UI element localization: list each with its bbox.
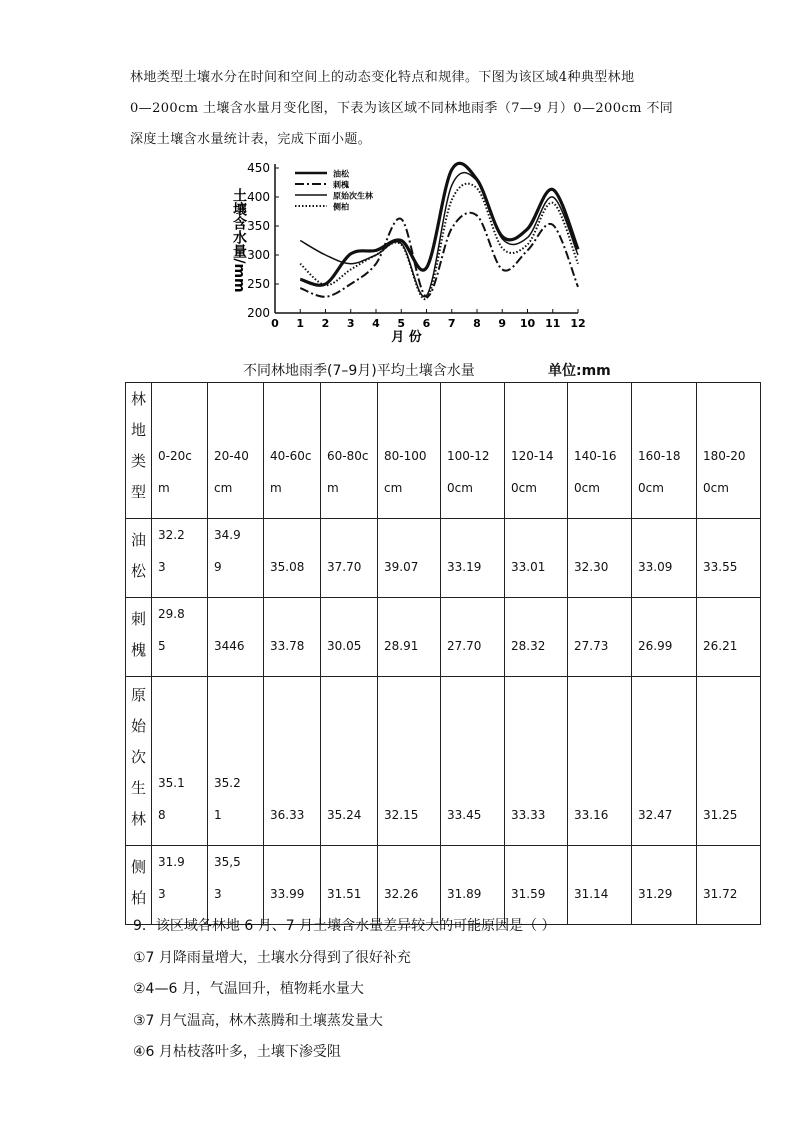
table-cell-text: 27.73 [574, 639, 609, 653]
table-cell-text: 33.45 [447, 808, 482, 822]
table-cell-text: 60-80cm [327, 449, 369, 495]
question-option: ③7 月气温高，林木蒸腾和土壤蒸发量大 [133, 1012, 383, 1029]
table-cell-text: 26.99 [638, 639, 673, 653]
table-cell-text: 34.99 [214, 528, 241, 574]
x-tick-label: 8 [473, 317, 481, 330]
table-cell [568, 519, 632, 598]
table-cell [697, 383, 761, 519]
table-cell [505, 598, 568, 677]
table-row [126, 598, 761, 677]
table-cell [441, 598, 505, 677]
table-cell [697, 519, 761, 598]
table-cell-text: 33.33 [511, 808, 546, 822]
x-tick-label: 9 [498, 317, 507, 330]
table-cell [568, 383, 632, 519]
table-cell [264, 519, 321, 598]
y-tick-label: 300 [247, 248, 270, 262]
table-cell-text: 100-120cm [447, 449, 490, 495]
table-cell [441, 383, 505, 519]
table-cell-text: 3446 [214, 639, 245, 653]
table-cell-text: 33.78 [270, 639, 305, 653]
table-cell-text: 侧柏 [130, 858, 146, 907]
table-cell-text: 35.24 [327, 808, 362, 822]
legend-label: 原始次生林 [333, 191, 373, 201]
question-option: ②4—6 月，气温回升，植物耗水量大 [133, 981, 364, 997]
x-tick-label: 3 [346, 317, 355, 330]
table-cell-text: 林地类型 [130, 390, 146, 501]
table-cell-text: 80-100cm [384, 449, 427, 495]
table-cell [152, 383, 208, 519]
table-cell [632, 383, 697, 519]
table-cell [321, 383, 378, 519]
x-tick-label: 4 [372, 317, 380, 330]
table-cell-text: 20-40cm [214, 449, 249, 495]
table-row [126, 519, 761, 598]
table-cell-text: 26.21 [703, 639, 738, 653]
table-cell [632, 677, 697, 846]
table-cell [321, 519, 378, 598]
soil-moisture-table [125, 382, 761, 925]
x-tick-label: 5 [397, 317, 406, 330]
table-cell-text: 35.21 [214, 776, 241, 822]
table-cell [505, 519, 568, 598]
table-cell [441, 677, 505, 846]
table-unit: 单位:mm [548, 363, 611, 379]
table-cell-text: 刺槐 [130, 610, 146, 659]
table-cell-text: 原始次生林 [130, 686, 146, 828]
table-cell [378, 677, 441, 846]
intro-line: 0—200cm 土壤含水量月变化图，下表为该区域不同林地雨季（7—9 月）0—200cm 不同 [130, 101, 674, 116]
table-cell-text: 33.01 [511, 560, 546, 574]
soil-moisture-line-chart [225, 158, 595, 350]
intro-line: 林地类型土壤水分在时间和空间上的动态变化特点和规律。下图为该区域4种典型林地 [130, 70, 635, 85]
table-cell [568, 846, 632, 925]
table-cell [208, 677, 264, 846]
table-cell-text: 31.72 [703, 887, 738, 901]
x-tick-label: 1 [296, 317, 305, 330]
y-tick-label: 400 [247, 190, 270, 204]
table-cell [152, 598, 208, 677]
table-title: 不同林地雨季(7–9月)平均土壤含水量 [243, 363, 475, 379]
legend-label: 侧柏 [333, 202, 349, 212]
x-tick-label: 10 [519, 317, 536, 330]
table-cell-text: 28.32 [511, 639, 546, 653]
table-cell-text: 31.89 [447, 887, 482, 901]
table-cell [126, 677, 152, 846]
table-cell [126, 383, 152, 519]
table-cell-text: 37.70 [327, 560, 362, 574]
table-cell [126, 598, 152, 677]
x-tick-label: 7 [447, 317, 456, 330]
table-cell [568, 598, 632, 677]
table-cell-text: 40-60cm [270, 449, 312, 495]
table-cell-text: 39.07 [384, 560, 419, 574]
x-tick-label: 0 [271, 317, 279, 330]
table-cell-text: 30.05 [327, 639, 362, 653]
legend-label: 刺槐 [333, 180, 349, 190]
y-tick-label: 450 [247, 161, 270, 175]
x-tick-label: 11 [545, 317, 561, 330]
table-cell-text: 31.25 [703, 808, 738, 822]
table-cell [505, 383, 568, 519]
table-cell-text: 35.08 [270, 560, 305, 574]
x-tick-label: 2 [321, 317, 330, 330]
table-cell [505, 677, 568, 846]
table-cell-text: 33.99 [270, 887, 305, 901]
table-cell-text: 35.18 [158, 776, 185, 822]
y-tick-label: 250 [247, 277, 270, 291]
table-cell-text: 32.30 [574, 560, 609, 574]
intro-line: 深度土壤含水量统计表，完成下面小题。 [130, 132, 372, 147]
table-cell [697, 677, 761, 846]
table-cell-text: 35,53 [214, 855, 241, 901]
table-cell [126, 519, 152, 598]
table-header-row [126, 383, 761, 519]
table-cell-text: 32.15 [384, 808, 419, 822]
table-cell-text: 120-140cm [511, 449, 554, 495]
table-cell-text: 31.14 [574, 887, 609, 901]
table-cell [208, 383, 264, 519]
table-cell-text: 36.33 [270, 808, 305, 822]
table-cell [632, 519, 697, 598]
table-cell-text: 160-180cm [638, 449, 681, 495]
legend-label: 油松 [333, 169, 349, 179]
x-axis-label: 月 份 [391, 330, 422, 345]
table-cell [321, 598, 378, 677]
table-cell [208, 519, 264, 598]
table-cell [632, 598, 697, 677]
table-cell-text: 33.09 [638, 560, 673, 574]
table-cell [378, 598, 441, 677]
y-tick-label: 350 [247, 219, 270, 233]
y-tick-label: 200 [247, 306, 270, 320]
table-cell-text: 28.91 [384, 639, 419, 653]
table-cell-text: 31.29 [638, 887, 673, 901]
x-tick-label: 6 [422, 317, 431, 330]
table-cell-text: 27.70 [447, 639, 482, 653]
question-option: ①7 月降雨量增大，土壤水分得到了很好补充 [133, 949, 411, 966]
intro-paragraph [130, 62, 674, 155]
table-cell-text: 0-20cm [158, 449, 192, 495]
table-cell-text: 31.51 [327, 887, 362, 901]
table-cell-text: 29.85 [158, 607, 185, 653]
table-cell [208, 598, 264, 677]
table-cell [264, 677, 321, 846]
table-cell [152, 519, 208, 598]
table-row [126, 677, 761, 846]
table-cell [632, 846, 697, 925]
table-cell-text: 33.19 [447, 560, 482, 574]
x-tick-label: 12 [570, 317, 586, 330]
table-cell-text: 31.59 [511, 887, 546, 901]
table-cell-text: 180-200cm [703, 449, 746, 495]
table-cell [568, 677, 632, 846]
table-cell-text: 33.55 [703, 560, 738, 574]
table-cell-text: 32.26 [384, 887, 419, 901]
table-cell [697, 598, 761, 677]
table-cell-text: 32.47 [638, 808, 673, 822]
question-option: ④6 月枯枝落叶多，土壤下渗受阻 [133, 1044, 341, 1060]
table-cell-text: 油松 [130, 531, 146, 580]
y-axis-label: 土壤含水量/mm [231, 188, 247, 293]
table-cell-text: 140-160cm [574, 449, 617, 495]
table-cell [378, 519, 441, 598]
table-cell [378, 383, 441, 519]
table-cell-text: 32.23 [158, 528, 185, 574]
table-cell [264, 598, 321, 677]
table-cell [441, 519, 505, 598]
table-cell [264, 383, 321, 519]
question-block [133, 911, 556, 1069]
table-cell [321, 677, 378, 846]
question-stem: 9．该区域各林地 6 月、7 月土壤含水量差异较大的可能原因是（ ） [133, 918, 556, 934]
table-cell [697, 846, 761, 925]
table-cell-text: 33.16 [574, 808, 609, 822]
table-cell [152, 677, 208, 846]
table-cell-text: 31.93 [158, 855, 185, 901]
